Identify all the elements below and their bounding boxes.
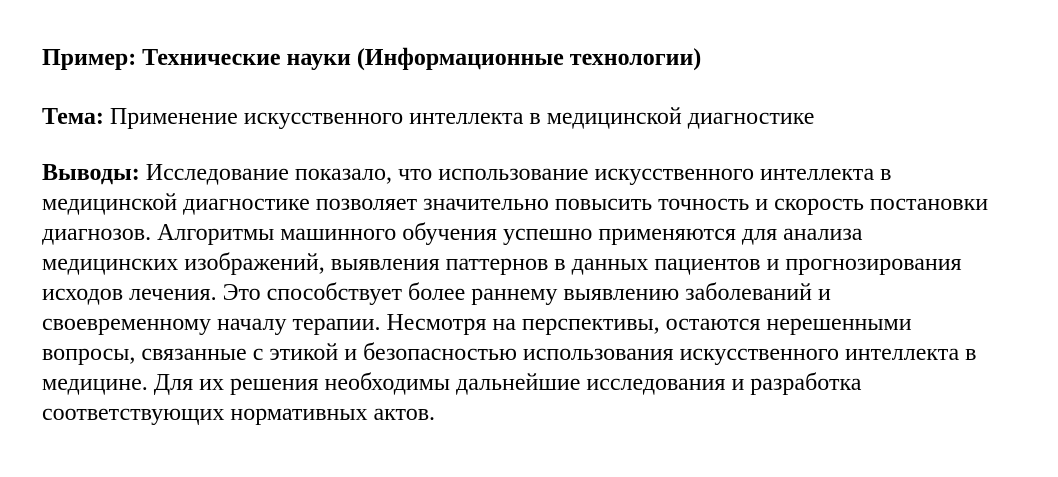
conclusions-label: Выводы: bbox=[42, 160, 140, 186]
conclusions-text: Исследование показало, что использование искусственного интеллекта в медицинской диагностике позволяет значительно повысить точность и скорость постановки диагнозов. Алгоритмы машинного обучения успешно применяются для анализа медицинских изображений, выявления паттернов в данных пациентов и прогнозирования исходов лечения. Это способствует более раннему выявлению заболеваний и своевременному началу терапии. Несмотря на перспективы, остаются нерешенными вопросы, связанные с этикой и безопасностью использования искусственного интеллекта в медицине. Для их решения необходимы дальнейшие исследования и разработка соответствующих нормативных актов. bbox=[42, 160, 989, 426]
topic-text: Применение искусственного интеллекта в медицинской диагностике bbox=[109, 104, 815, 130]
document-heading: Пример: Технические науки (Информационные технологии) bbox=[42, 45, 702, 71]
conclusions-paragraph bbox=[42, 158, 1002, 428]
document-body bbox=[42, 38, 1022, 428]
topic-label: Тема: bbox=[42, 104, 104, 130]
topic-paragraph bbox=[42, 102, 1022, 132]
